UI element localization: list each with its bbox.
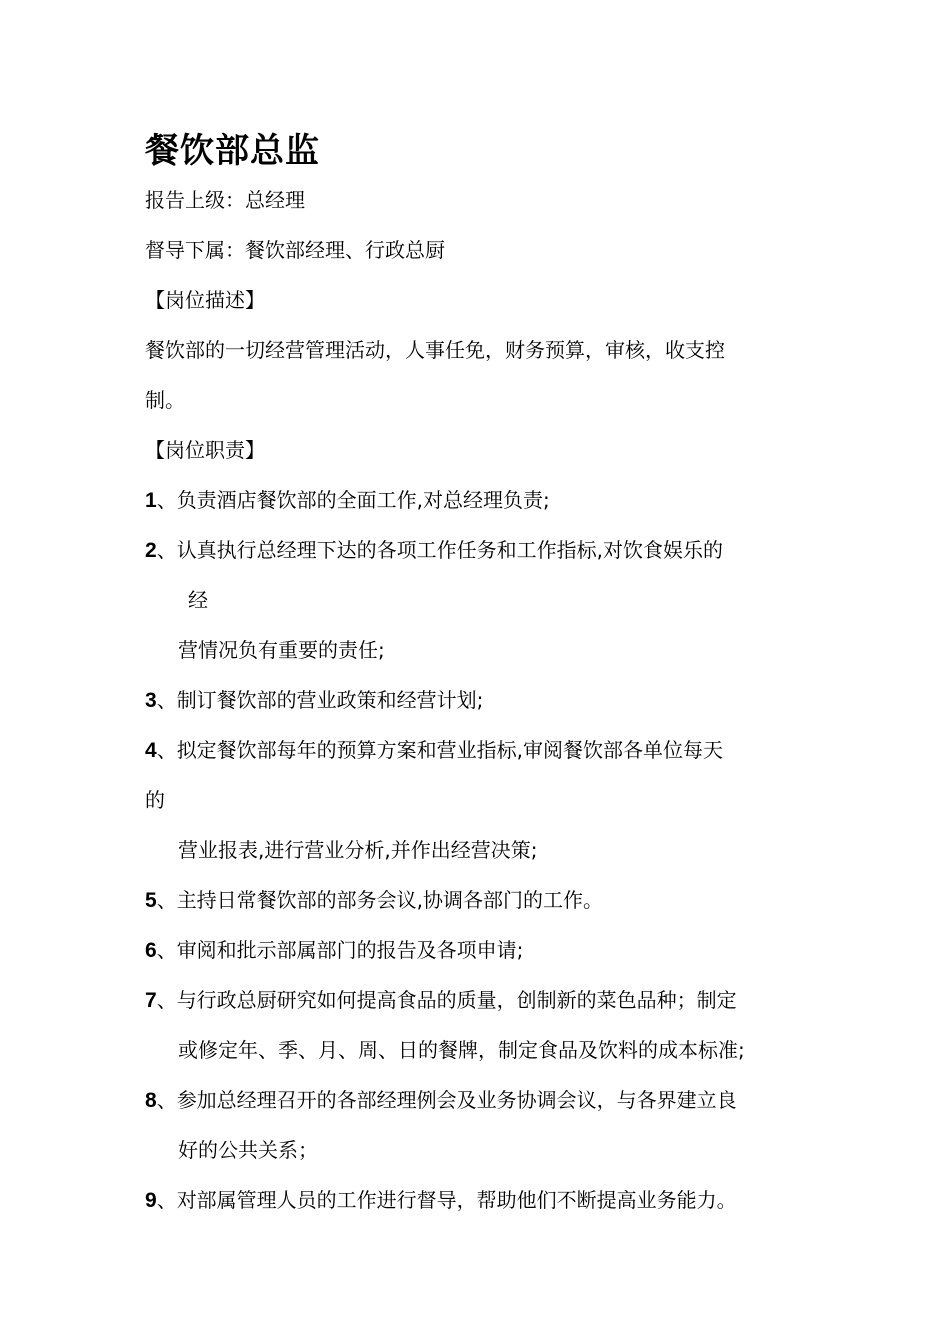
- duty-text-continued: 好的公共关系；: [178, 1138, 318, 1162]
- document-title: 餐饮部总监: [145, 131, 320, 171]
- duty-separator: 、: [156, 488, 177, 512]
- duty-item: [145, 886, 603, 914]
- duty-item: [145, 936, 523, 964]
- duty-number: 2: [145, 539, 157, 562]
- duty-text-continued: 的: [145, 788, 165, 812]
- duty-number: 5: [145, 889, 157, 912]
- duty-text: 参加总经理召开的各部经理例会及业务协调会议，与各界建立良: [176, 1088, 737, 1112]
- duties-heading: 【岗位职责】: [145, 438, 265, 462]
- duty-separator: 、: [156, 1088, 177, 1112]
- report-to-line: 报告上级：总经理: [145, 188, 305, 212]
- duty-text-continued: 经: [188, 588, 208, 612]
- duty-item: [145, 986, 737, 1014]
- duty-item: [145, 536, 723, 564]
- supervise-line: 督导下属：餐饮部经理、行政总厨: [145, 238, 445, 262]
- duty-text-continued: 营情况负有重要的责任;: [178, 638, 385, 662]
- duty-separator: 、: [156, 888, 177, 912]
- duty-item: [145, 486, 550, 514]
- duty-separator: 、: [156, 538, 177, 562]
- duty-number: 3: [145, 689, 157, 712]
- duty-number: 8: [145, 1089, 157, 1112]
- duty-item: [145, 1086, 737, 1114]
- duty-separator: 、: [156, 1188, 177, 1212]
- duty-separator: 、: [156, 738, 177, 762]
- duty-separator: 、: [156, 988, 177, 1012]
- duty-item: [145, 736, 723, 764]
- duty-item: [145, 1186, 737, 1214]
- duty-separator: 、: [156, 688, 177, 712]
- description-text-line2: 制。: [145, 388, 185, 412]
- duty-text: 审阅和批示部属部门的报告及各项申请;: [176, 938, 524, 962]
- duty-text: 对部属管理人员的工作进行督导，帮助他们不断提高业务能力。: [176, 1188, 737, 1212]
- duty-text-continued: 营业报表,进行营业分析,并作出经营决策;: [178, 838, 538, 862]
- duty-text: 认真执行总经理下达的各项工作任务和工作指标,对饮食娱乐的: [176, 538, 724, 562]
- description-heading: 【岗位描述】: [145, 288, 265, 312]
- duty-text-continued: 或修定年、季、月、周、日的餐牌，制定食品及饮料的成本标准;: [178, 1038, 745, 1062]
- duty-text: 制订餐饮部的营业政策和经营计划;: [176, 688, 484, 712]
- duty-text: 拟定餐饮部每年的预算方案和营业指标,审阅餐饮部各单位每天: [176, 738, 724, 762]
- duty-number: 7: [145, 989, 157, 1012]
- duty-number: 6: [145, 939, 157, 962]
- duty-text: 主持日常餐饮部的部务会议,协调各部门的工作。: [176, 888, 604, 912]
- duty-number: 9: [145, 1189, 157, 1212]
- description-text-line1: 餐饮部的一切经营管理活动，人事任免，财务预算，审核，收支控: [145, 338, 725, 362]
- duty-text: 负责酒店餐饮部的全面工作,对总经理负责;: [176, 488, 550, 512]
- duty-text: 与行政总厨研究如何提高食品的质量，创制新的菜色品种；制定: [176, 988, 737, 1012]
- duty-number: 1: [145, 489, 157, 512]
- duty-number: 4: [145, 739, 157, 762]
- duty-item: [145, 686, 483, 714]
- duty-separator: 、: [156, 938, 177, 962]
